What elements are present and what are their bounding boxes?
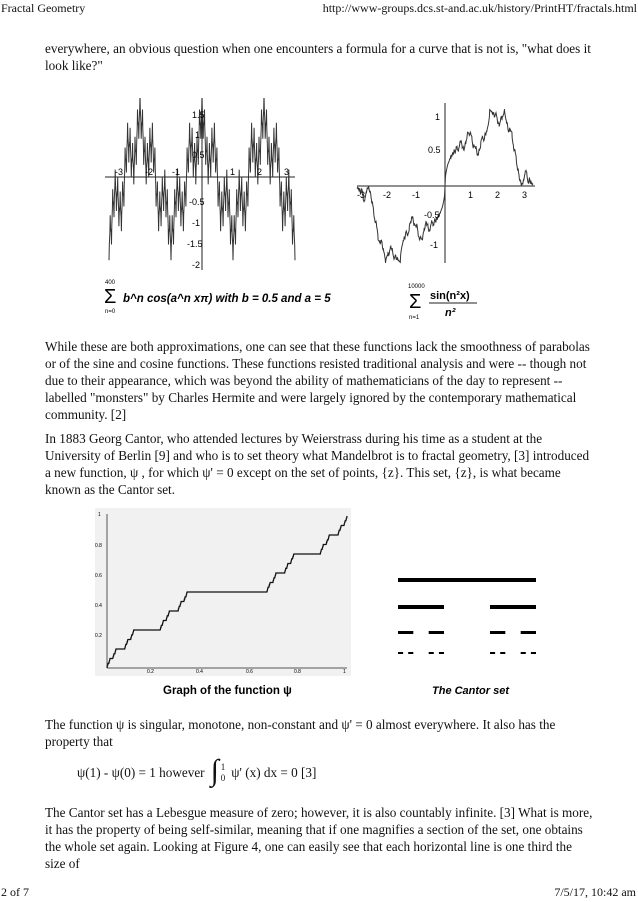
right-tick-x: -2 <box>383 190 392 200</box>
right-plot <box>357 103 535 263</box>
cantor-tick-x: 0.6 <box>246 669 253 675</box>
right-tick-x: 2 <box>495 190 501 200</box>
paragraph-monsters <box>45 338 593 423</box>
cantor-set-segment <box>408 652 413 654</box>
figure-weierstrass-svg <box>95 98 555 330</box>
left-tick-y: -2 <box>192 260 201 270</box>
paragraph-lebesgue <box>45 804 593 872</box>
left-caption-expression: b^n cos(a^n xπ) with b = 0.5 and a = 5 <box>123 293 331 305</box>
cantor-set-segment <box>398 631 413 634</box>
paragraph-text: everywhere, an obvious question when one encounters a formula for a curve that is not is, "what does it look like?" <box>45 41 591 73</box>
sum-upper-limit: 400 <box>105 280 116 286</box>
cantor-tick-x: 0.4 <box>196 669 203 675</box>
left-tick-x: -2 <box>145 167 154 177</box>
paragraph-text: While these are both approximations, one can see that these functions lack the smoothness of parabolas or of the sine and cosine functions. These functions resisted traditional analysis and were -- though not due to their appearance, which was beyond the ability of mathematicians of the day to represent -- labelled "monsters" by Charles Hermite and were largely ignored by the contemporary mathematical community. [2] <box>45 339 590 422</box>
sum-symbol: Σ <box>409 291 422 313</box>
right-caption <box>408 284 477 321</box>
cantor-set-segment <box>490 652 495 654</box>
cantor-tick-y: 1 <box>98 512 101 518</box>
cantor-set-segment <box>398 578 536 582</box>
left-tick-y: -1 <box>192 218 201 228</box>
print-datetime: 7/5/17, 10:42 am <box>554 885 636 899</box>
left-tick-y: 0.5 <box>192 150 205 160</box>
fraction-numerator: sin(n²x) <box>430 290 470 302</box>
paragraph-text: The function ψ is singular, monotone, non-constant and ψ' = 0 almost everywhere. It also has the property that <box>45 717 556 749</box>
cantor-set-segment <box>521 652 526 654</box>
page-number: 2 of 7 <box>1 885 29 899</box>
caption-cantor-set: The Cantor set <box>432 685 510 697</box>
fraction-denominator: n² <box>445 307 456 319</box>
left-tick-y: -0.5 <box>189 197 205 207</box>
cantor-set-segment <box>398 605 444 609</box>
cantor-tick-y: 0.4 <box>95 603 102 609</box>
cantor-set-segment <box>521 631 536 634</box>
integral-lower-limit: 0 <box>220 773 226 783</box>
right-tick-y: -0.5 <box>424 210 440 220</box>
figure-cantor <box>95 508 550 706</box>
left-plot <box>105 98 295 270</box>
cantor-set-segment <box>500 652 505 654</box>
paragraph-function-property <box>45 716 593 750</box>
cantor-tick-y: 0.6 <box>95 573 102 579</box>
equation-rhs: ψ' (x) dx = 0 [3] <box>231 765 317 780</box>
cantor-set-segment <box>531 652 536 654</box>
right-tick-y: 1 <box>435 112 441 122</box>
cantor-tick-y: 0.2 <box>95 633 102 639</box>
paragraph-text: The Cantor set has a Lebesgue measure of zero; however, it is also countably infinite. [3] What is more, it has the property of being self-similar, meaning that if one magnifies a section of the set, one obtains the whole set again. Looking at Figure 4, one can easily see that each horizontal line is one third the size of <box>45 805 593 871</box>
left-tick-y: 1 <box>195 130 201 140</box>
figure-weierstrass-plots <box>95 98 555 330</box>
cantor-set-segment <box>490 605 536 609</box>
right-tick-x: -1 <box>412 190 421 200</box>
left-tick-x: -3 <box>115 167 124 177</box>
right-tick-x: 3 <box>522 190 528 200</box>
right-tick-y: -1 <box>430 240 439 250</box>
sum-symbol: Σ <box>104 286 117 308</box>
equation-lhs: ψ(1) - ψ(0) = 1 however <box>77 765 205 780</box>
cantor-tick-x: 0.8 <box>294 669 301 675</box>
paragraph-cantor <box>45 430 593 498</box>
cantor-set-segment <box>398 652 403 654</box>
cantor-tick-x: 0.2 <box>147 669 154 675</box>
paragraph-intro <box>45 40 593 74</box>
integral-limits <box>221 762 226 784</box>
caption-cantor-function: Graph of the function ψ <box>163 685 292 697</box>
sum-lower-limit: n=0 <box>105 309 116 315</box>
integral-equation <box>77 754 317 788</box>
figure-cantor-svg <box>95 508 550 706</box>
integral-upper-limit: 1 <box>220 762 226 772</box>
right-tick-x: -3 <box>357 190 366 200</box>
cantor-set-segment <box>429 652 434 654</box>
left-tick-y: -1.5 <box>187 239 203 249</box>
cantor-tick-y: 0.8 <box>95 543 102 549</box>
left-tick-x: 3 <box>284 167 290 177</box>
cantor-tick-x: 1 <box>343 669 346 675</box>
right-tick-y: 0.5 <box>428 145 441 155</box>
left-tick-y: 1.5 <box>192 110 205 120</box>
right-tick-x: 1 <box>468 190 474 200</box>
left-tick-x: 2 <box>257 167 263 177</box>
cantor-set-segment <box>490 631 505 634</box>
sum-upper-limit: 10000 <box>408 284 425 290</box>
paragraph-text: In 1883 Georg Cantor, who attended lectures by Weierstrass during his time as a student at the University of Berlin [9] and who is to set theory what Mandelbrot is to fractal geometry, [3] introduced a new function, ψ , for which ψ' = 0 except on the set of points, {z}. This set, {z}, is what became known as the Cantor set. <box>45 431 590 497</box>
cantor-set-segment <box>439 652 444 654</box>
page-header-title: Fractal Geometry <box>1 1 86 15</box>
left-tick-x: 1 <box>230 167 236 177</box>
cantor-set <box>398 578 536 654</box>
page-header-url[interactable]: http://www-groups.dcs.st-and.ac.uk/history/PrintHT/fractals.html <box>322 1 637 15</box>
integral-symbol: ∫ <box>210 754 219 787</box>
cantor-set-segment <box>429 631 444 634</box>
sum-lower-limit: n=1 <box>409 315 420 321</box>
left-caption <box>104 280 331 315</box>
left-tick-x: -1 <box>172 167 181 177</box>
